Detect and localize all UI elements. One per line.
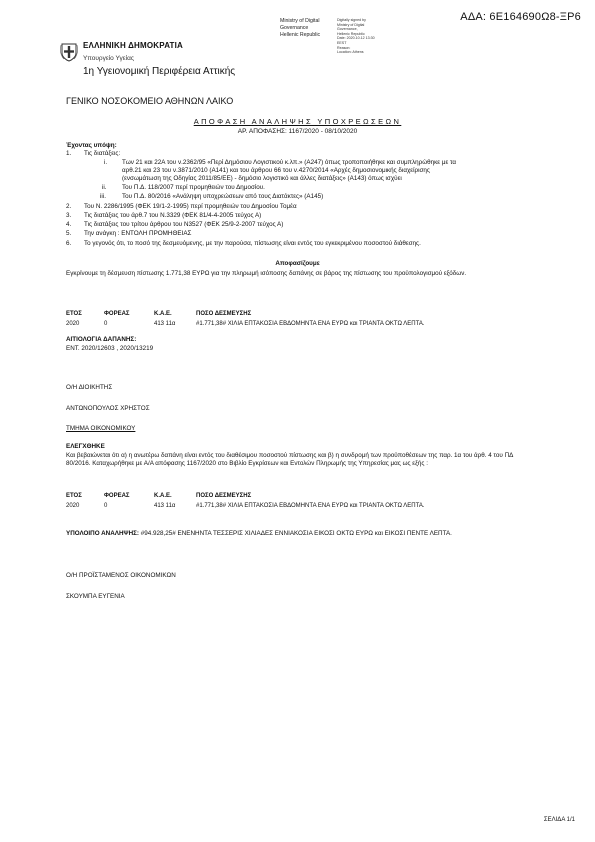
justification-heading: ΑΙΤΙΟΛΟΓΙΑ ΔΑΠΑΝΗΣ: (66, 336, 137, 343)
signature-detail-line: Hellenic Republic (337, 31, 365, 36)
greek-coat-of-arms-icon (60, 42, 78, 62)
finance-department: ΤΜΗΜΑ ΟΙΚΟΝΟΜΙΚΟΥ (66, 425, 136, 432)
signature-label-line: Governance (280, 25, 309, 31)
item-text: Του Ν. 2286/1995 (ΦΕΚ 19/1-2-1995) περί προμηθειών του Δημοσίου Τομέα (84, 203, 297, 210)
table-cell-body: 0 (104, 321, 108, 327)
decision-number: ΑΡ. ΑΠΟΦΑΣΗΣ: 1167/2020 - 08/10/2020 (237, 128, 358, 135)
item-text: Τις διατάξεις του άρθ.7 του Ν.3329 (ΦΕΚ 81/4-4-2005 τεύχος Α) (84, 212, 262, 219)
table-header-kae: Κ.Α.Ε. (154, 311, 172, 317)
signature-label-line: Hellenic Republic (280, 32, 321, 38)
director-label: Ο/Η ΔΙΟΙΚΗΤΗΣ (66, 384, 113, 391)
ada-code: ΑΔΑ: 6Ε164690Ω8-ΞΡ6 (460, 11, 581, 23)
signature-detail-line: Ministry of Digital (337, 22, 365, 27)
table-header-amount: ΠΟΣΟ ΔΕΣΜΕΥΣΗΣ (196, 311, 252, 317)
item-number: 1. (66, 150, 72, 157)
signature-detail-line: Reason: (337, 45, 351, 50)
item-text: Το γεγονός ότι, το ποσό της δεσμευόμενης, με την παρούσα, πίστωσης είναι εντός του εγκεκριμένου ποσοστού διάθεσης. (84, 240, 421, 247)
table-cell-year: 2020 (66, 503, 80, 509)
digital-signature-details (337, 18, 427, 55)
page-number: ΣΕΛΙΔΑ 1/1 (543, 817, 575, 823)
signature-detail-line: Location: Athens (337, 50, 364, 55)
finance-head-label: Ο/Η ΠΡΟΪΣΤΑΜΕΝΟΣ ΟΙΚΟΝΟΜΙΚΩΝ (66, 572, 176, 579)
ministry-name: Υπουργείο Υγείας (83, 55, 134, 62)
sub-item-text: Του Π.Δ. 118/2007 περί προμηθειών του Δημοσίου. (122, 184, 265, 191)
item-number: 5. (66, 230, 72, 237)
signature-label-line: Ministry of Digital (280, 18, 320, 24)
table-cell-amount: #1.771,38# ΧΙΛΙΑ ΕΠΤΑΚΟΣΙΑ ΕΒΔΟΜΗΝΤΑ ΕΝΑ ΕΥΡΩ και ΤΡΙΑΝΤΑ ΟΚΤΩ ΛΕΠΤΑ. (196, 321, 425, 327)
check-heading: ΕΛΕΓΧΘΗΚΕ (66, 443, 105, 450)
table-header-body: ΦΟΡΕΑΣ (104, 311, 130, 317)
hospital-name: ΓΕΝΙΚΟ ΝΟΣΟΚΟΜΕΙΟ ΑΘΗΝΩΝ ΛΑΙΚΟ (66, 96, 234, 106)
item-number: 6. (66, 240, 72, 247)
director-name: ΑΝΤΩΝΟΠΟΥΛΟΣ ΧΡΗΣΤΟΣ (66, 405, 150, 412)
republic-name: ΕΛΛΗΝΙΚΗ ΔΗΜΟΚΡΑΤΙΑ (83, 41, 183, 50)
document-title: ΑΠΟΦΑΣΗ ΑΝΑΛΗΨΗΣ ΥΠΟΧΡΕΩΣΕΩΝ (193, 117, 402, 126)
table-cell-amount: #1.771,38# ΧΙΛΙΑ ΕΠΤΑΚΟΣΙΑ ΕΒΔΟΜΗΝΤΑ ΕΝΑ ΕΥΡΩ και ΤΡΙΑΝΤΑ ΟΚΤΩ ΛΕΠΤΑ. (196, 503, 425, 509)
decide-heading: Αποφασίζουμε (275, 260, 320, 267)
table-cell-body: 0 (104, 503, 108, 509)
item-text: Τις διατάξεις: (84, 150, 121, 157)
sub-item-number: i. (104, 159, 108, 166)
table-cell-year: 2020 (66, 321, 80, 327)
table-header-body: ΦΟΡΕΑΣ (104, 493, 130, 499)
sub-item-number: ii. (102, 184, 107, 191)
signature-detail-line: Digitally signed by (337, 18, 366, 22)
sub-item-number: iii. (100, 193, 106, 200)
justification-text: ΕΝΤ. 2020/12603 , 2020/13219 (66, 345, 154, 352)
table-cell-kae: 413 11α (154, 321, 176, 327)
item-number: 3. (66, 212, 72, 219)
decide-text: Εγκρίνουμε τη δέσμευση πίστωσης 1.771,38 ΕΥΡΩ για την πληρωμή ισόποσης δαπάνης σε βάρος της πίστωσης του προϋπολογισμού εξόδων. (66, 270, 467, 277)
table-header-year: ΕΤΟΣ (66, 493, 82, 499)
item-text: Τις διατάξεις του τρίτου άρθρου του Ν3527 (ΦΕΚ 25/9-2-2007 τεύχος Α) (84, 221, 284, 228)
sub-item-text: Του Π.Δ. 80/2016 «Ανάληψη υποχρεώσεων από τους Διατάκτες» (Α145) (122, 193, 324, 200)
signature-detail-line: Governance, (337, 27, 358, 32)
considering-heading: Έχοντας υπόψη: (66, 142, 117, 149)
item-number: 2. (66, 203, 72, 210)
finance-head-name: ΣΚΟΥΜΠΑ ΕΥΓΕΝΙΑ (66, 593, 125, 600)
sub-item-text: Των 21 και 22Α του ν.2362/95 «Περί Δημόσιου Λογιστικού κ.λπ.» (Α247) όπως τροποποιήθηκε και συμπληρώθηκε με τα αρθ.21 και 23 του ν.3871/2010 (Α141) και του άρθρου 66 του ν.4270/2014 «Αρχές δημοσιονομικής διαχείρισης (ενσωμάτωση της Οδηγίας 2011/85/ΕΕ) - δημόσιο λογιστικό και άλλες διατάξεις» (Α143) όπως ισχύει (122, 159, 457, 182)
table-header-amount: ΠΟΣΟ ΔΕΣΜΕΥΣΗΣ (196, 493, 252, 499)
item-number: 4. (66, 221, 72, 228)
remaining-label: ΥΠΟΛΟΙΠΟ ΑΝΑΛΗΨΗΣ: (66, 530, 140, 537)
signature-detail-line: EEST (337, 40, 347, 45)
item-text: Την ανάγκη : ΕΝΤΟΛΗ ΠΡΟΜΗΘΕΙΑΣ (84, 230, 192, 237)
check-text: Και βεβαιώνεται ότι α) η ανωτέρω δαπάνη είναι εντός του διαθέσιμου ποσοστού πίστωσης και β) η συνδρομή των προϋποθέσεων της παρ. 1α του άρθ. 4 του ΠΔ 80/2016. Καταχωρήθηκε με Α/Α απόφασης 1167/2020 στο Βιβλίο Εγκρίσεων και Εντολών Πληρωμής της Υπηρεσίας μας ως εξής : (66, 452, 514, 467)
health-region-name: 1η Υγειονομική Περιφέρεια Αττικής (83, 66, 236, 77)
remaining-block (66, 530, 516, 538)
table-cell-kae: 413 11α (154, 503, 176, 509)
table-header-kae: Κ.Α.Ε. (154, 493, 172, 499)
signature-detail-line: Date: 2020.10.12 13:30 (337, 36, 375, 41)
table-header-year: ΕΤΟΣ (66, 311, 82, 317)
remaining-text: #94.928,25# ΕΝΕΝΗΝΤΑ ΤΕΣΣΕΡΙΣ ΧΙΛΙΑΔΕΣ ΕΝΝΙΑΚΟΣΙΑ ΕΙΚΟΣΙ ΟΚΤΩ ΕΥΡΩ και ΕΙΚΟΣΙ ΠΕΝΤΕ ΛΕΠΤΑ. (140, 530, 452, 537)
